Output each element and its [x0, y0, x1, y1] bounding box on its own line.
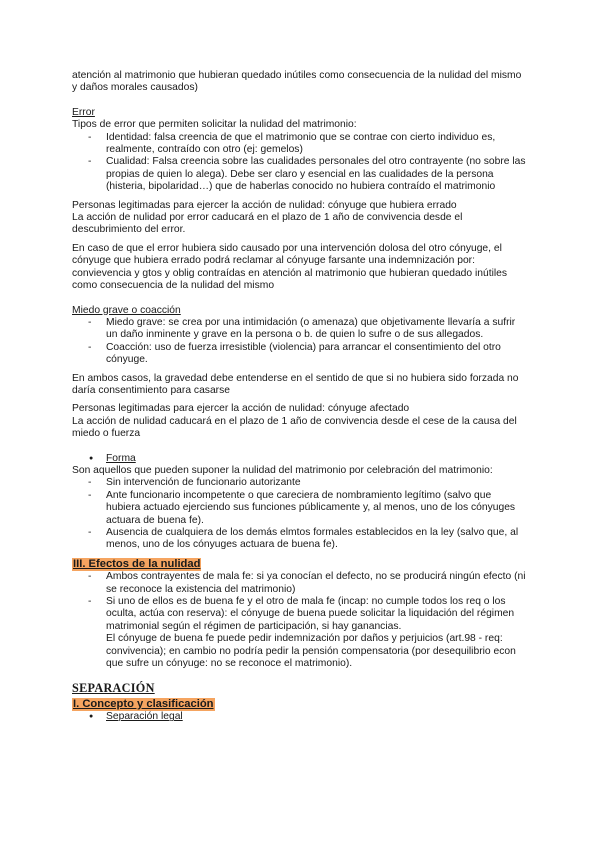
error-dolo-paragraph: En caso de que el error hubiera sido causado por una intervención dolosa del otro cónyuge, el cónyuge que hubiera errado podrá reclamar al cónyuge farsante una indemnización por: convievencia y gtos y oblig contraídas en atención al matrimonio que hubieran quedado inútiles como consecuencia de la nulidad del mismo [72, 242, 508, 292]
error-legitimation: Personas legitimadas para ejercer la acción de nulidad: cónyuge que hubiera errado [72, 199, 457, 211]
separacion-subheading: I. Concepto y clasificación [73, 697, 214, 710]
list-item: - Ambos contrayentes de mala fe: si ya conocían el defecto, no se producirá ningún efecto (ni se reconoce la existencia del matrimonio) [72, 571, 528, 596]
list-item: - Cualidad: Falsa creencia sobre las cualidades personales del otro contrayente (no sobre las propias de quien lo alega). Debe ser claro y esencial en las cualidades de la persona (histeria, bipolaridad…) que de haberlas conocido no hubiera contraído el matrimonio [72, 156, 528, 193]
error-heading: Error [72, 106, 95, 118]
efectos-list [72, 571, 528, 633]
error-caducidad: La acción de nulidad por error caducará en el plazo de 1 año de convivencia desde el descubrimiento del error. [72, 212, 463, 236]
forma-heading: Forma [106, 452, 136, 464]
miedo-ambos-paragraph: En ambos casos, la gravedad debe entenderse en el sentido de que si no hubiera sido forzada no daría consentimiento para casarse [72, 372, 519, 396]
forma-intro: Son aquellos que pueden suponer la nulidad del matrimonio por celebración del matrimonio: [72, 464, 493, 476]
efectos-heading: III. Efectos de la nulidad [73, 557, 201, 570]
separacion-bullet [72, 711, 528, 723]
list-item: - Coacción: uso de fuerza irresistible (violencia) para arrancar el consentimiento del otro cónyuge. [72, 342, 528, 367]
miedo-list [72, 317, 528, 367]
miedo-heading: Miedo grave o coacción [72, 304, 181, 316]
error-intro: Tipos de error que permiten solicitar la nulidad del matrimonio: [72, 119, 357, 131]
list-item: - Miedo grave: se crea por una intimidación (o amenaza) que objetivamente llevaría a sufrir un daño inminente y grave en la persona o b. de quien lo sufre o de sus allegados. [72, 317, 528, 342]
list-item: - Sin intervención de funcionario autorizante [72, 477, 528, 489]
miedo-legitimation: Personas legitimadas para ejercer la acción de nulidad: cónyuge afectado [72, 403, 410, 415]
list-item: - Si uno de ellos es de buena fe y el otro de mala fe (incap: no cumple todos los req o los oculta, actúa con reserva): el cónyuge de buena puede solicitar la liquidación del régimen matrimonial según el régimen de participación, si hay ganancias. [72, 596, 528, 633]
list-item: - Identidad: falsa creencia de que el matrimonio que se contrae con cierto individuo es, realmente, contraído con otro (ej: gemelos) [72, 132, 528, 157]
error-types-list [72, 132, 528, 194]
intro-paragraph: atención al matrimonio que hubieran quedado inútiles como consecuencia de la nulidad del mismo y daños morales causados) [72, 70, 522, 94]
separacion-legal-label: Separación legal [106, 711, 183, 723]
list-item: - Ausencia de cualquiera de los demás elmtos formales establecidos en la ley (salvo que, al menos, uno de los cónyuges actuara de buena fe). [72, 527, 528, 552]
separacion-heading: SEPARACIÓN [72, 681, 155, 696]
list-item: - Ante funcionario incompetente o que careciera de nombramiento legítimo (salvo que hubiera actuado ejerciendo sus funciones públicamente y, al menos, uno de los cónyuges actuara de buena fe). [72, 490, 528, 527]
miedo-caducidad: La acción de nulidad caducará en el plazo de 1 año de convivencia desde el cese de la causa del miedo o fuerza [72, 415, 517, 440]
efectos-extra-paragraph: El cónyuge de buena fe puede pedir indemnización por daños y perjuicios (art.98 - req: convivencia); en cambio no podría pedir la pensión compensatoria (por desequilibrio econ que sufre un cónyuge: no se reconoce el matrimonio). [106, 633, 516, 670]
forma-list [72, 477, 528, 551]
forma-bullet [72, 453, 528, 465]
document-page [72, 70, 528, 724]
